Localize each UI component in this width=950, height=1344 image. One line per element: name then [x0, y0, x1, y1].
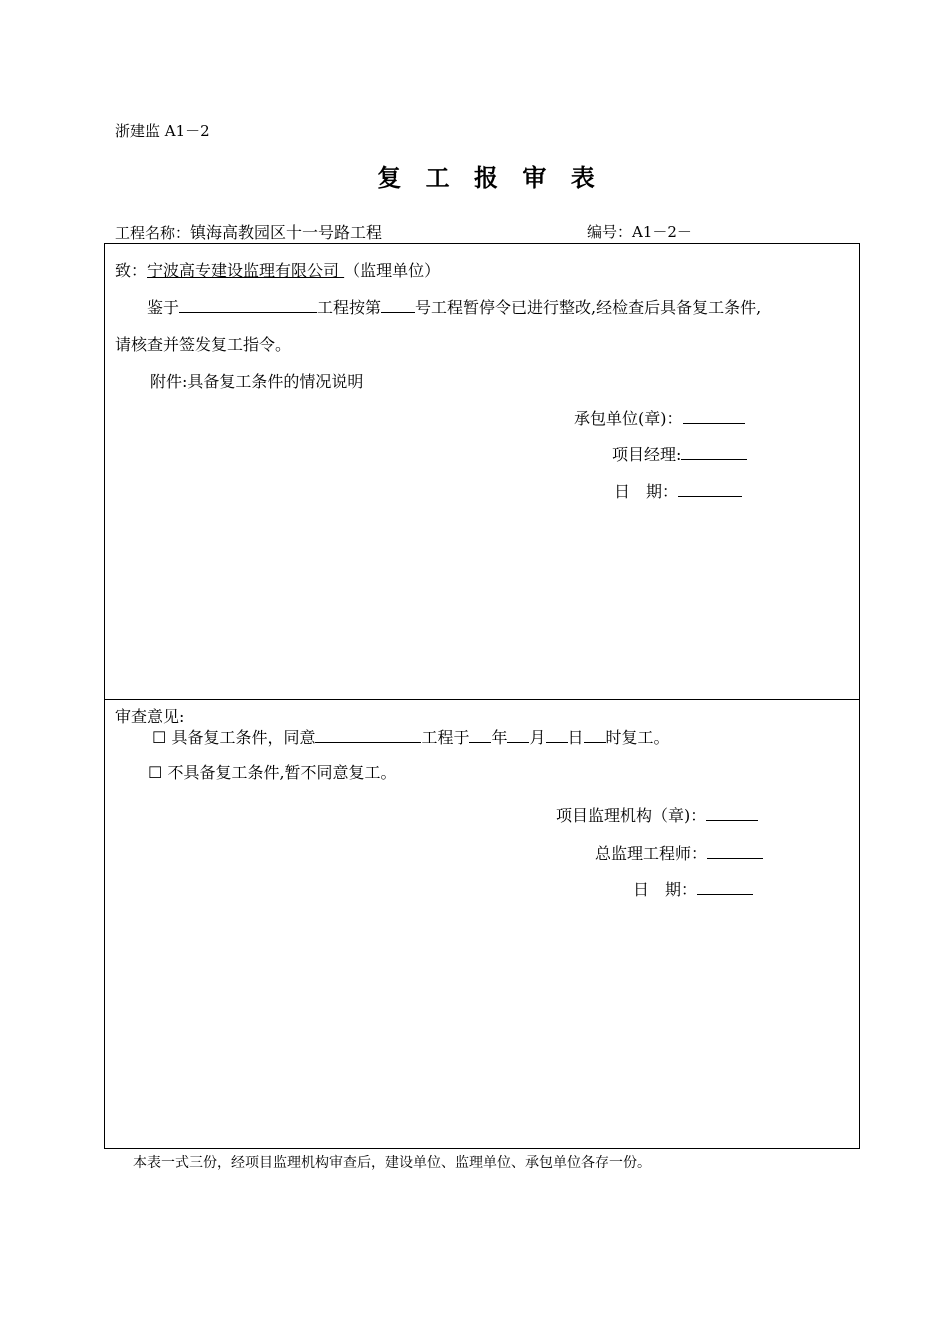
- manager-blank-field[interactable]: [681, 444, 747, 460]
- chief-signature-row: [595, 841, 763, 864]
- review-date-label: 日 期：: [633, 880, 698, 899]
- request-date-blank-field[interactable]: [678, 481, 742, 497]
- approve-text-1: 具备复工条件，同意: [171, 728, 316, 747]
- contractor-signature-row: [574, 406, 745, 429]
- order-number-blank-field[interactable]: [381, 297, 415, 313]
- addressee-company: 宁波高专建设监理有限公司: [147, 261, 340, 280]
- addressee-prefix: 致：: [115, 261, 148, 280]
- agency-blank-field[interactable]: [706, 805, 758, 821]
- chief-engineer-label: 总监理工程师：: [595, 844, 708, 863]
- approve-text-2: 工程于: [421, 728, 470, 747]
- month-blank-field[interactable]: [507, 727, 529, 743]
- review-option-reject: [148, 760, 397, 783]
- approve-checkbox[interactable]: ☐: [152, 728, 167, 747]
- body-text-1: 鉴于: [147, 298, 180, 317]
- request-body-line2: 请核查并签发复工指令。: [115, 335, 292, 354]
- addressee-line: [115, 258, 440, 281]
- section-divider: [104, 699, 860, 700]
- request-date-row: [614, 479, 742, 502]
- attachment-note: 附件:具备复工条件的情况说明: [150, 372, 364, 391]
- request-date-label: 日 期：: [614, 482, 679, 501]
- hour-label: 时复工。: [605, 728, 670, 747]
- addressee-suffix: （监理单位）: [344, 261, 441, 280]
- review-heading: 审查意见:: [115, 707, 185, 726]
- page-title: 复 工 报 审 表: [377, 164, 603, 192]
- form-code: 浙建监 A1－2: [115, 122, 210, 140]
- review-date-blank-field[interactable]: [697, 879, 753, 895]
- review-option-approve: [152, 725, 670, 748]
- day-blank-field[interactable]: [546, 727, 568, 743]
- project-name-label: 工程名称：: [115, 224, 191, 242]
- year-label: 年: [491, 728, 508, 747]
- year-blank-field[interactable]: [469, 727, 491, 743]
- manager-signature-row: [612, 442, 747, 465]
- project-blank-field[interactable]: [179, 297, 317, 313]
- agency-signature-row: [556, 803, 758, 826]
- request-body-line1: [147, 295, 761, 318]
- day-label: 日: [567, 728, 584, 747]
- manager-label: 项目经理:: [612, 445, 682, 464]
- hour-blank-field[interactable]: [584, 727, 606, 743]
- contractor-label: 承包单位(章)：: [574, 409, 683, 428]
- project-name-value: 镇海高教园区十一号路工程: [190, 223, 383, 242]
- approve-project-blank-field[interactable]: [315, 727, 421, 743]
- project-name-row: [115, 220, 382, 243]
- document-number: 编号：A1－2－: [587, 223, 692, 241]
- footer-note: 本表一式三份，经项目监理机构审查后，建设单位、监理单位、承包单位各存一份。: [133, 1155, 651, 1171]
- contractor-blank-field[interactable]: [683, 408, 745, 424]
- review-date-row: [633, 877, 753, 900]
- body-text-2: 工程按第: [317, 298, 382, 317]
- month-label: 月: [529, 728, 546, 747]
- body-text-3: 号工程暂停令已进行整改,经检查后具备复工条件,: [415, 298, 762, 317]
- agency-label: 项目监理机构（章)：: [556, 806, 707, 825]
- chief-engineer-blank-field[interactable]: [707, 843, 763, 859]
- reject-text: 不具备复工条件,暂不同意复工。: [167, 763, 397, 782]
- reject-checkbox[interactable]: ☐: [148, 763, 163, 782]
